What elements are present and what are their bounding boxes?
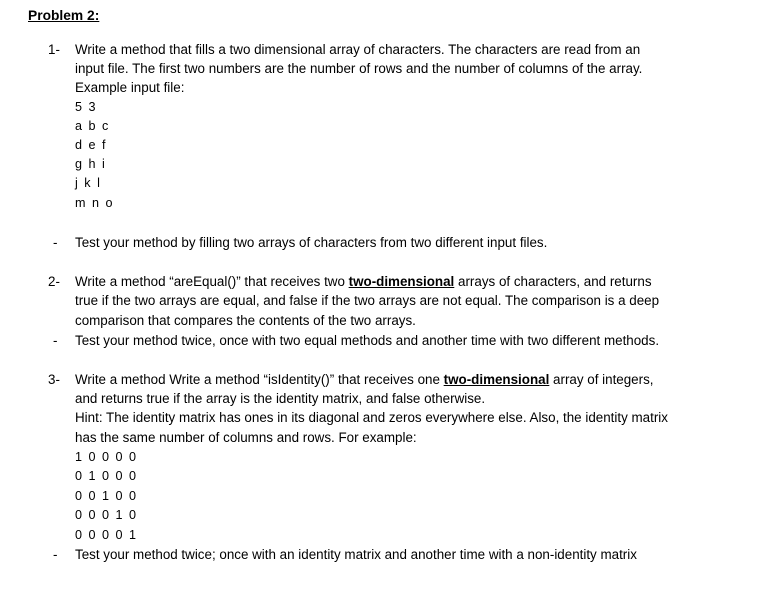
matrix-row-5: 0 0 0 0 1 [75, 528, 138, 542]
item-3-line-4: has the same number of columns and rows. For example: [75, 430, 417, 445]
item-1-test: Test your method by filling two arrays of characters from two different input files. [75, 235, 548, 250]
matrix-row-1: 1 0 0 0 0 [75, 450, 138, 464]
item-2-line-3: comparison that compares the contents of the two arrays. [75, 313, 416, 328]
item-3-test: Test your method twice; once with an identity matrix and another time with a non-identity matrix [75, 547, 637, 562]
item-1-line-3: Example input file: [75, 80, 185, 95]
item-3-line-2: and returns true if the array is the identity matrix, and false otherwise. [75, 391, 486, 406]
matrix-row-2: 0 1 0 0 0 [75, 469, 138, 483]
item-1-line-2: input file. The first two numbers are the number of rows and the number of columns of the array. [75, 61, 643, 76]
item-3-line-1: Write a method Write a method “isIdentity()” that receives one two-dimensional array of integers, [75, 372, 654, 387]
item-3-test-dash: - [53, 547, 58, 562]
item-2-number: 2- [48, 274, 60, 289]
item-2-test-dash: - [53, 333, 58, 348]
item-2-line-2: true if the two arrays are equal, and false if the two arrays are not equal. The comparison is a deep [75, 293, 660, 308]
example-line-3: d e f [75, 138, 108, 152]
item-2-test: Test your method twice, once with two equal methods and another time with two different methods. [75, 333, 660, 348]
item-1-number: 1- [48, 42, 60, 57]
item-3-emphasis: two-dimensional [443, 372, 550, 387]
item-1-line-1: Write a method that fills a two dimensional array of characters. The characters are read from an [75, 42, 641, 57]
item-3-line-3: Hint: The identity matrix has ones in its diagonal and zeros everywhere else. Also, the identity matrix [75, 410, 668, 425]
matrix-row-4: 0 0 0 1 0 [75, 508, 138, 522]
example-line-2: a b c [75, 119, 110, 133]
problem-title: Problem 2: [28, 8, 100, 23]
example-line-4: g h i [75, 157, 107, 171]
item-2-line-1: Write a method “areEqual()” that receives two two-dimensional arrays of characters, and returns [75, 274, 652, 289]
example-line-6: m n o [75, 196, 114, 210]
matrix-row-3: 0 0 1 0 0 [75, 489, 138, 503]
item-3-number: 3- [48, 372, 60, 387]
example-line-1: 5 3 [75, 100, 98, 114]
example-line-5: j k l [75, 176, 102, 190]
item-1-test-dash: - [53, 235, 58, 250]
item-2-emphasis: two-dimensional [348, 274, 455, 289]
